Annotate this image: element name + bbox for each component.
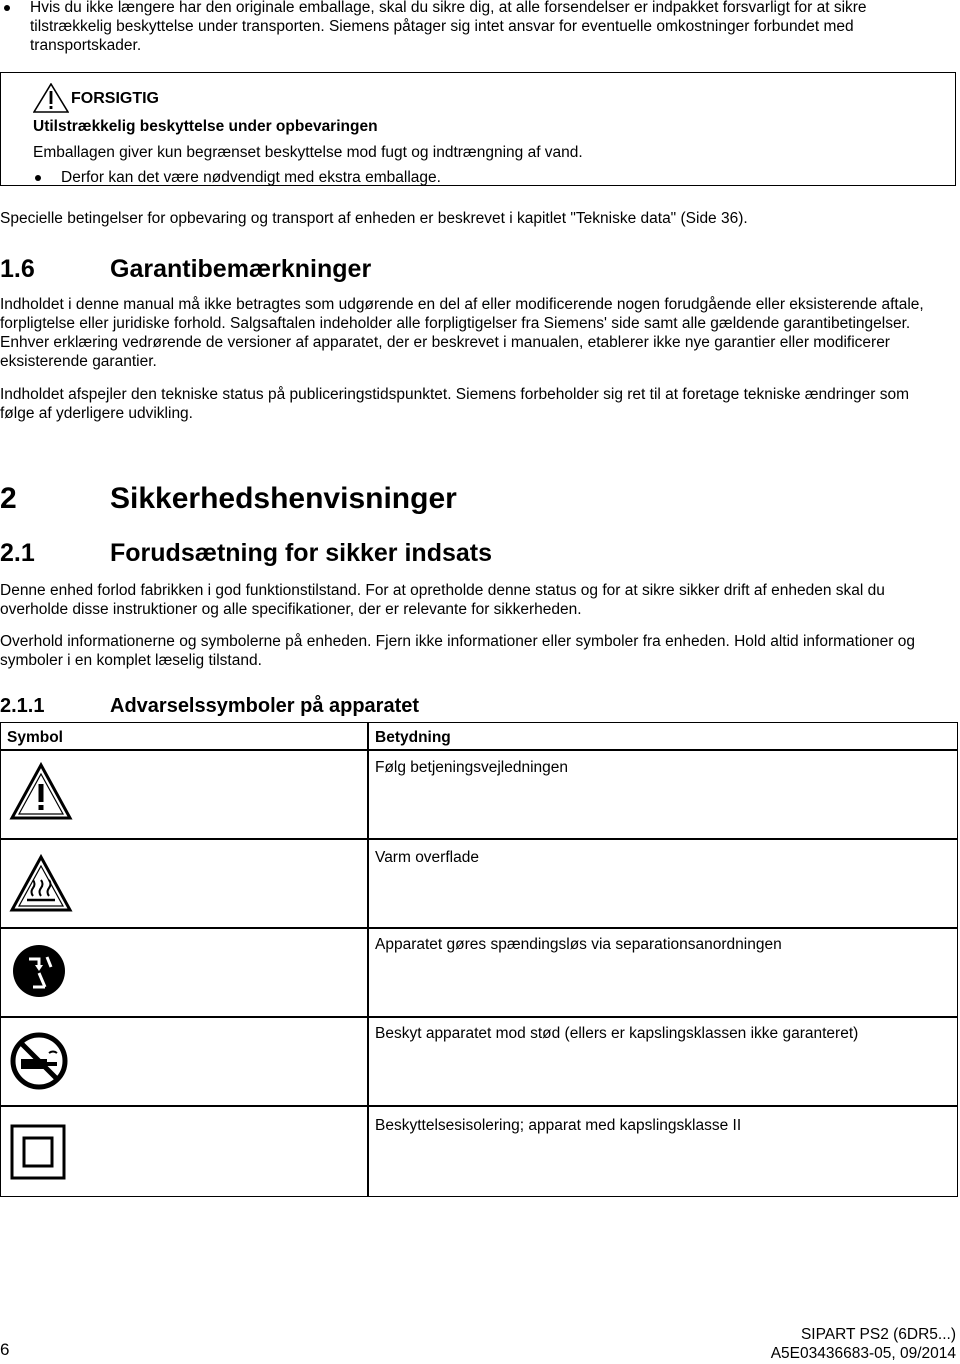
page-number: 6 xyxy=(0,1340,10,1359)
section-2-1-1-title: Advarselssymboler på apparatet xyxy=(110,695,420,717)
warning-triangle-icon xyxy=(9,761,73,823)
double-insulation-icon xyxy=(9,1123,67,1181)
table-row-divider xyxy=(1,838,957,840)
footer-doc-id: A5E03436683-05, 09/2014 xyxy=(770,1345,956,1362)
section-2-1-title: Forudsætning for sikker indsats xyxy=(110,539,493,567)
section-2-number: 2 xyxy=(0,482,17,515)
section-2-1-number: 2.1 xyxy=(0,539,35,567)
table-column-divider xyxy=(367,723,369,1196)
section-1-6-para-2: Indholdet afspejler den tekniske status på publiceringstidspunktet. Siemens forbeholder sig ret til at foretage tekniske ændringer som følge af yderligere udvikling. xyxy=(0,386,909,422)
intro-bullet-text: Hvis du ikke længere har den originale emballage, skal du sikre dig, at alle forsendelser er indpakket forsvarligt for at sikre tilstrækkelig beskyttelse under transporten. Siemens påtager sig intet ansvar for eventuelle omkostninger forbundet med transportskader. xyxy=(30,0,867,54)
table-row-meaning: Følg betjeningsvejledningen xyxy=(375,759,569,776)
table-row-meaning: Apparatet gøres spændingsløs via separationsanordningen xyxy=(375,936,782,953)
section-2-1-1-number: 2.1.1 xyxy=(0,695,45,717)
section-2-1-para-1: Denne enhed forlod fabrikken i god funktionstilstand. For at opretholde denne status og for at sikre sikker drift af enheden skal du overholde disse instruktioner og alle specifikationer, der er relevante for sikkerheden. xyxy=(0,582,885,618)
section-1-6-title: Garantibemærkninger xyxy=(110,255,372,283)
table-row-divider xyxy=(1,1016,957,1018)
caution-title: FORSIGTIG xyxy=(71,90,159,107)
table-row-meaning: Beskyttelsesisolering; apparat med kapslingsklasse II xyxy=(375,1117,742,1134)
table-row-meaning: Varm overflade xyxy=(375,849,479,866)
table-row-divider xyxy=(1,1105,957,1107)
table-header-divider xyxy=(1,749,957,751)
storage-note: Specielle betingelser for opbevaring og transport af enheden er beskrevet i kapitlet "Tekniske data" (Side 36). xyxy=(0,210,748,227)
footer-product: SIPART PS2 (6DR5...) xyxy=(800,1326,956,1343)
bullet-dot xyxy=(35,175,41,181)
caution-text: Emballagen giver kun begrænset beskyttelse mod fugt og indtrængning af vand. xyxy=(33,144,583,161)
bullet-dot xyxy=(4,5,10,11)
no-impact-icon xyxy=(9,1031,69,1091)
table-header-meaning: Betydning xyxy=(375,729,451,746)
section-2-title: Sikkerhedshenvisninger xyxy=(110,482,457,515)
intro-bullet xyxy=(0,0,940,55)
section-1-6-para-1: Indholdet i denne manual må ikke betragtes som udgørende en del af eller modificerende nogen forudgående eller eksisterende aftale, forpligtelse eller juridiske forhold. Salgsaftalen indeholder alle forpligtigelser fra Siemens' side samt alle gældende garantibetingelser. Enhver erklæring vedrørende de versioner af apparatet, der er beskrevet i manualen, etablerer ikke nye garantier eller modificerer eksisterende garantier. xyxy=(0,296,924,370)
section-2-1-para-2: Overhold informationerne og symbolerne på enheden. Fjern ikke informationer eller symboler fra enheden. Hold altid informationer og symboler i en komplet læselig tilstand. xyxy=(0,633,915,669)
section-1-6-number: 1.6 xyxy=(0,255,35,283)
hot-surface-icon xyxy=(9,853,73,915)
caution-subtitle: Utilstrækkelig beskyttelse under opbevaringen xyxy=(33,118,378,135)
table-header-symbol: Symbol xyxy=(7,729,63,746)
symbol-table xyxy=(0,722,958,1197)
table-row-divider xyxy=(1,927,957,929)
warning-triangle-icon xyxy=(33,83,69,113)
disconnect-icon xyxy=(11,943,67,999)
caution-box xyxy=(0,72,956,186)
caution-bullet xyxy=(33,168,441,187)
table-row-meaning: Beskyt apparatet mod stød (ellers er kapslingsklassen ikke garanteret) xyxy=(375,1025,859,1042)
caution-bullet-text: Derfor kan det være nødvendigt med ekstra emballage. xyxy=(61,169,441,186)
